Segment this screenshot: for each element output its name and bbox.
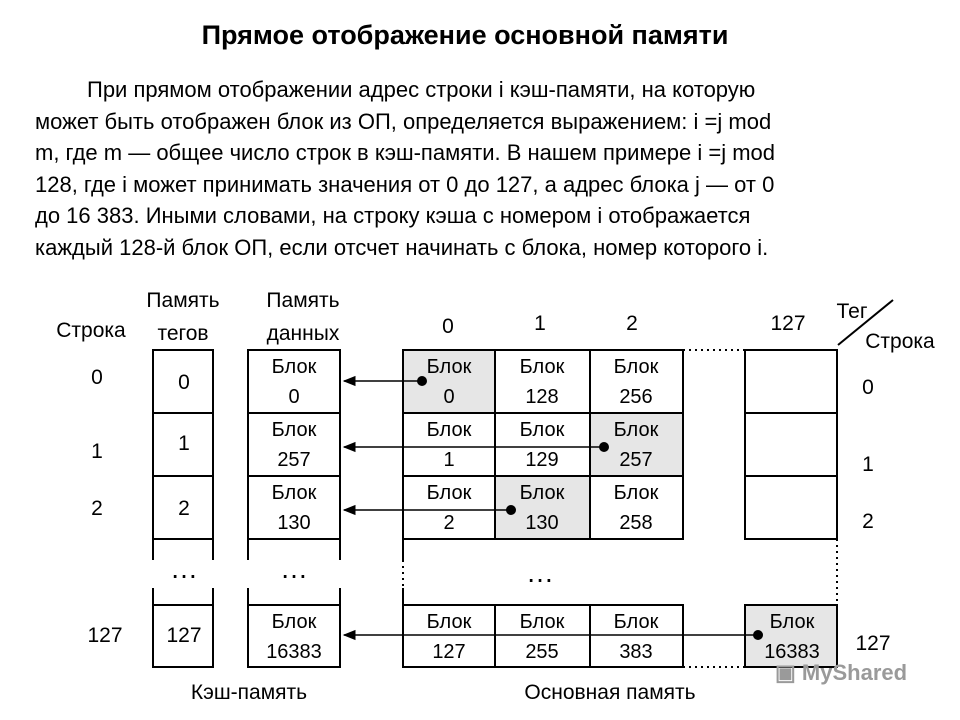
- main-block-line1: Блок: [769, 611, 815, 633]
- column-number: 1: [534, 312, 546, 335]
- paragraph-line: до 16 383. Иными словами, на строку кэша с номером i отображается: [35, 203, 751, 228]
- column-number: 127: [770, 312, 806, 335]
- main-block-line2: 16383: [764, 641, 820, 663]
- main-block-line1: Блок: [519, 356, 565, 378]
- row-number: 2: [91, 497, 103, 520]
- data-cell-line2: 257: [277, 449, 311, 471]
- watermark-icon: ▣: [775, 660, 802, 685]
- row-right-label: Строка: [865, 330, 935, 353]
- tag-cell: 0: [178, 371, 190, 394]
- row-number: 0: [91, 366, 103, 389]
- main-block-line1: Блок: [519, 482, 565, 504]
- main-memory-caption: Основная память: [524, 681, 696, 704]
- main-block-line2: 257: [619, 449, 653, 471]
- column-number: 2: [626, 312, 638, 335]
- main-block-line1: Блок: [613, 419, 659, 441]
- data-cell-line2: 130: [277, 512, 311, 534]
- tag-cell: 127: [166, 624, 202, 647]
- main-block-line2: 256: [619, 386, 653, 408]
- right-row-number: 127: [855, 632, 891, 655]
- main-block-line2: 255: [525, 641, 559, 663]
- watermark-text: MyShared: [801, 660, 908, 685]
- data-cell-line2: 0: [288, 386, 300, 408]
- ellipsis: …: [170, 553, 198, 584]
- row-number: 127: [87, 624, 123, 647]
- main-block-line1: Блок: [519, 419, 565, 441]
- data-cell-line1: Блок: [271, 611, 317, 633]
- main-block-line1: Блок: [426, 356, 472, 378]
- main-block-line2: 258: [619, 512, 653, 534]
- tag-memory-label-line2: тегов: [157, 322, 209, 345]
- paragraph-line: m, где m — общее число строк в кэш-памяти. В нашем примере i =j mod: [35, 140, 776, 165]
- main-block-line2: 127: [432, 641, 466, 663]
- tag-cell: 2: [178, 497, 190, 520]
- tag-right-label: Тег: [836, 300, 868, 323]
- data-memory-label-line1: Память: [266, 289, 340, 312]
- paragraph-line: При прямом отображении адрес строки i кэш-памяти, на которую: [87, 77, 756, 102]
- ellipsis: …: [280, 553, 308, 584]
- data-cell-line1: Блок: [271, 356, 317, 378]
- paragraph-line: каждый 128-й блок ОП, если отсчет начинать с блока, номер которого i.: [35, 234, 769, 260]
- main-block-line2: 128: [525, 386, 559, 408]
- data-cell-line2: 16383: [266, 641, 322, 663]
- row-header-label: Строка: [56, 319, 126, 342]
- page-title: Прямое отображение основной памяти: [201, 20, 729, 50]
- tag-cell: 1: [178, 432, 190, 455]
- main-block-line2: 130: [525, 512, 559, 534]
- column-number: 0: [442, 315, 454, 338]
- main-block-line2: 2: [443, 512, 455, 534]
- main-block-line2: 383: [619, 641, 653, 663]
- main-block-line1: Блок: [613, 611, 659, 633]
- main-block-line1: Блок: [426, 611, 472, 633]
- right-row-number: 2: [862, 510, 874, 533]
- data-memory-label-line2: данных: [266, 322, 340, 345]
- main-block-line1: Блок: [613, 482, 659, 504]
- watermark-logo: [775, 660, 907, 686]
- main-block-line1: Блок: [613, 356, 659, 378]
- main-block-line2: 1: [443, 449, 455, 471]
- right-row-number: 0: [862, 376, 874, 399]
- right-row-number: 1: [862, 453, 874, 476]
- cache-caption: Кэш-память: [190, 681, 308, 704]
- row-number: 1: [91, 440, 103, 463]
- tag-memory-label-line1: Память: [146, 289, 220, 312]
- main-block-line1: Блок: [426, 482, 472, 504]
- data-cell-line1: Блок: [271, 419, 317, 441]
- data-cell-line1: Блок: [271, 482, 317, 504]
- main-block-line2: 129: [525, 449, 559, 471]
- main-block-line1: Блок: [426, 419, 472, 441]
- ellipsis: …: [526, 557, 554, 588]
- main-block-line2: 0: [443, 386, 455, 408]
- paragraph-line: может быть отображен блок из ОП, определяется выражением: i =j mod: [35, 108, 772, 134]
- paragraph-line: 128, где i может принимать значения от 0 до 127, а адрес блока j — от 0: [35, 171, 775, 197]
- main-block-line1: Блок: [519, 611, 565, 633]
